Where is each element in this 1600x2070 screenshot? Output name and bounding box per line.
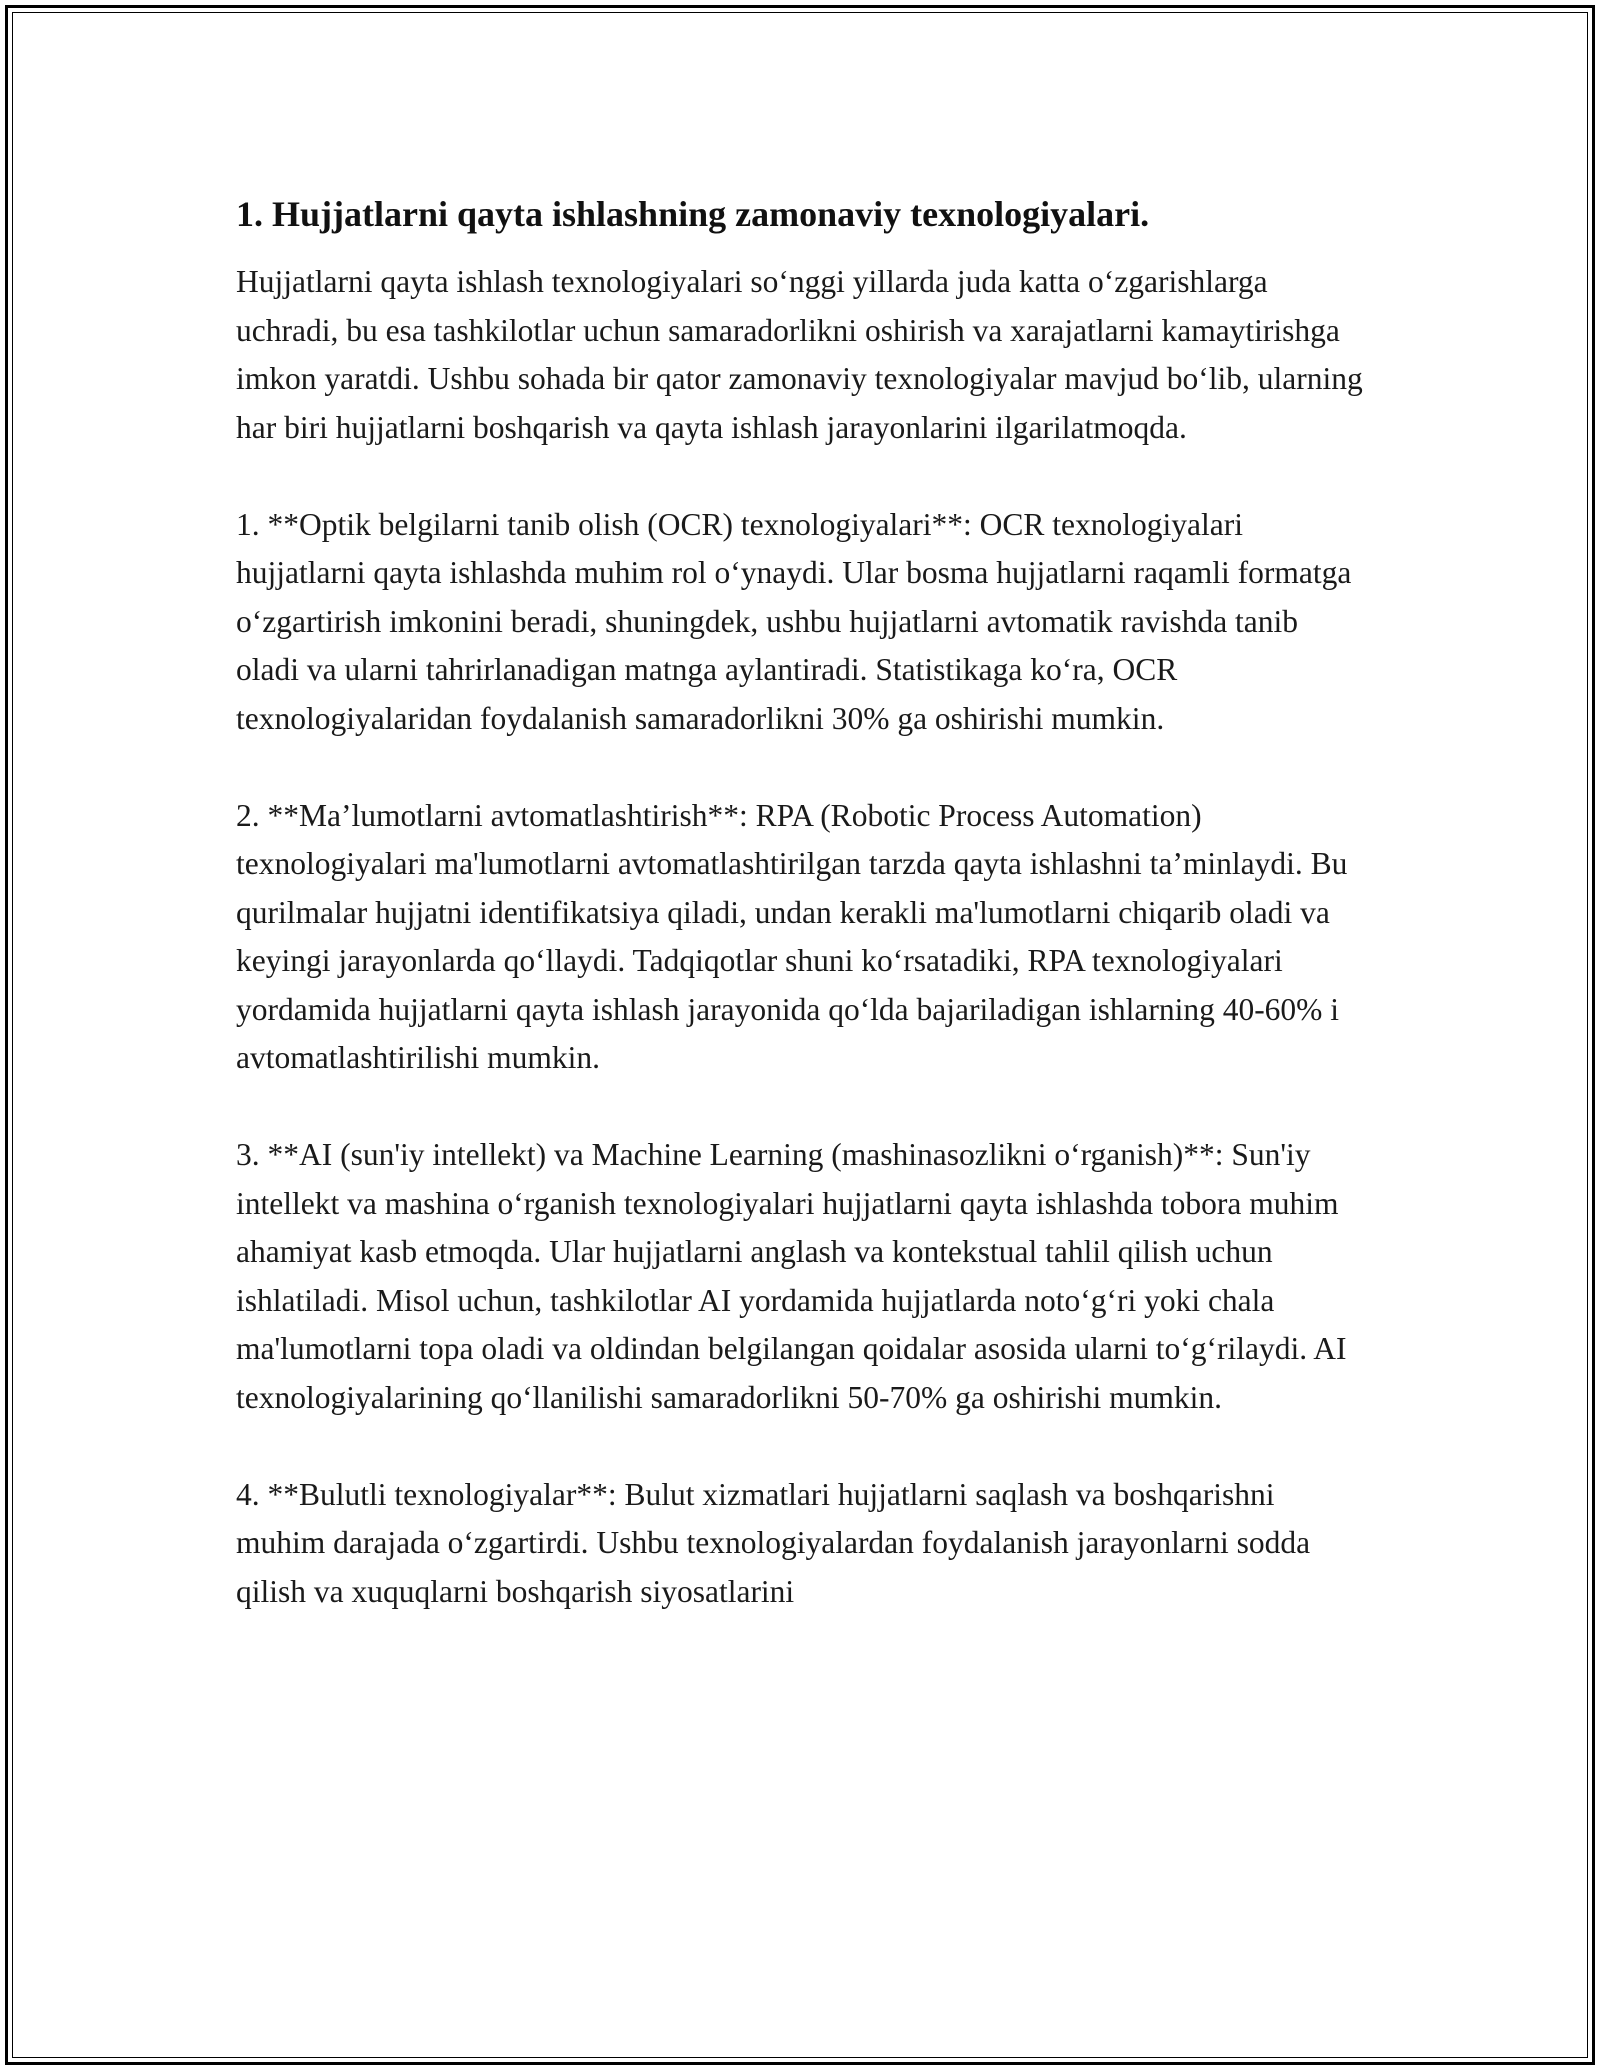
ocr-paragraph: 1. **Optik belgilarni tanib olish (OCR) texnologiyalari**: OCR texnologiyalari hujjatlarni qayta ishlashda muhim rol o‘ynaydi. Ular bosma hujjatlarni raqamli formatga o‘zgartirish imkonini beradi, shuningdek, ushbu hujjatlarni avtomatik ravishda tanib oladi va ularni tahrirlanadigan matnga aylantiradi. Statistikaga ko‘ra, OCR texnologiyalaridan foydalanish samaradorlikni 30% ga oshirishi mumkin. — [236, 506, 1352, 736]
ai-paragraph: 3. **AI (sun'iy intellekt) va Machine Learning (mashinasozlikni o‘rganish)**: Sun'iy intellekt va mashina o‘rganish texnologiyalari hujjatlarni qayta ishlashda tobora muhim ahamiyat kasb etmoqda. Ular hujjatlarni anglash va kontekstual tahlil qilish uchun ishlatiladi. Misol uchun, tashkilotlar AI yordamida hujjatlarda noto‘g‘ri yoki chala ma'lumotlarni topa oladi va oldindan belgilangan qoidalar asosida ularni to‘g‘rilaydi. AI texnologiyalarining qo‘llanilishi samaradorlikni 50-70% ga oshirishi mumkin. — [236, 1137, 1347, 1415]
cloud-paragraph: 4. **Bulutli texnologiyalar**: Bulut xizmatlari hujjatlarni saqlash va boshqarishni muhim darajada o‘zgartirdi. Ushbu texnologiyalardan foydalanish jarayonlarni sodda qilish va xuquqlarni boshqarish siyosatlarini — [236, 1476, 1311, 1609]
section-heading: 1. Hujjatlarni qayta ishlashning zamonaviy texnologiyalari. — [236, 194, 1150, 234]
intro-paragraph: Hujjatlarni qayta ishlash texnologiyalari so‘nggi yillarda juda katta o‘zgarishlarga uchradi, bu esa tashkilotlar uchun samaradorlikni oshirish va xarajatlarni kamaytirishga imkon yaratdi. Ushbu sohada bir qator zamonaviy texnologiyalar mavjud bo‘lib, ularning har biri hujjatlarni boshqarish va qayta ishlash jarayonlarini ilgarilatmoqda. — [236, 264, 1363, 445]
document-body — [236, 190, 1366, 1665]
rpa-paragraph: 2. **Ma’lumotlarni avtomatlashtirish**: RPA (Robotic Process Automation) texnologiyalari ma'lumotlarni avtomatlashtirilgan tarzda qayta ishlashni ta’minlaydi. Bu qurilmalar hujjatni identifikatsiya qiladi, undan kerakli ma'lumotlarni chiqarib oladi va keyingi jarayonlarda qo‘llaydi. Tadqiqotlar shuni ko‘rsatadiki, RPA texnologiyalari yordamida hujjatlarni qayta ishlash jarayonida qo‘lda bajariladigan ishlarning 40-60% i avtomatlashtirilishi mumkin. — [236, 797, 1348, 1075]
